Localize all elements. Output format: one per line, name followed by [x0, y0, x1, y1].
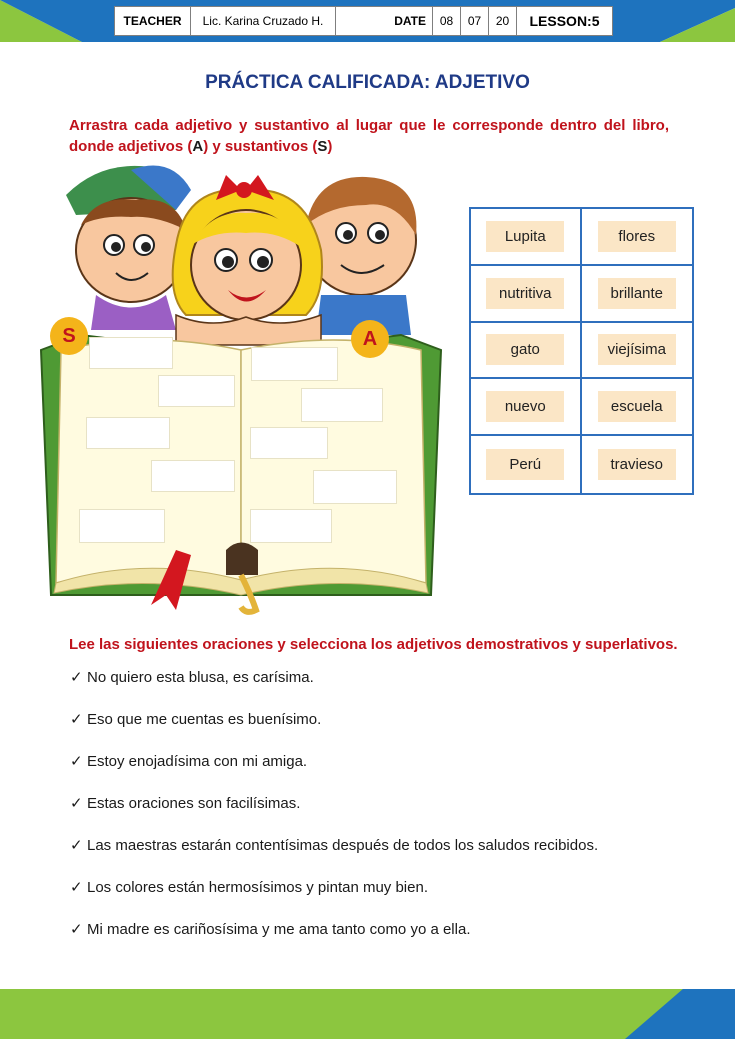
- drop-zone-s-5[interactable]: [79, 509, 165, 543]
- sentence-item: [70, 667, 690, 709]
- word-cell: [582, 379, 693, 436]
- word-cell: [582, 436, 693, 493]
- teacher-name: Lic. Karina Cruzado H.: [191, 7, 336, 35]
- date-label: DATE: [336, 7, 433, 35]
- check-icon: ✓: [70, 879, 83, 896]
- sentence-text[interactable]: Estas oraciones son facilísimas.: [87, 795, 301, 812]
- date-month: 07: [461, 7, 489, 35]
- check-icon: ✓: [70, 753, 83, 770]
- sentence-text[interactable]: Los colores están hermosísimos y pintan muy bien.: [87, 879, 428, 896]
- word-cell: [471, 436, 582, 493]
- instructions: [69, 115, 669, 157]
- sentence-text[interactable]: Mi madre es cariñosísima y me ama tanto como yo a ella.: [87, 921, 471, 938]
- sentence-item: [70, 919, 690, 961]
- word-chip-escuela[interactable]: escuela: [598, 391, 676, 422]
- drop-zone-s-2[interactable]: [158, 375, 235, 407]
- drop-zone-a-4[interactable]: [313, 470, 397, 504]
- sentence-item: [70, 793, 690, 835]
- check-icon: ✓: [70, 795, 83, 812]
- date-year: 20: [489, 7, 517, 35]
- teacher-label: TEACHER: [115, 7, 191, 35]
- date-day: 08: [433, 7, 461, 35]
- word-cell: [582, 266, 693, 323]
- sentence-text[interactable]: Las maestras estarán contentísimas después de todos los saludos recibidos.: [87, 837, 599, 854]
- page-title: PRÁCTICA CALIFICADA: ADJETIVO: [205, 72, 530, 93]
- book-illustration: [36, 155, 446, 615]
- section2-title: Lee las siguientes oraciones y selecciona los adjetivos demostrativos y superlativos.: [69, 636, 678, 653]
- drop-zone-s-1[interactable]: [89, 337, 173, 369]
- drop-zone-a-3[interactable]: [250, 427, 328, 459]
- word-cell: [582, 323, 693, 380]
- sentence-list: [70, 667, 690, 961]
- header-table: [114, 6, 613, 36]
- instructions-part1: Arrastra cada adjetivo y sustantivo al lugar que le corresponde dentro del libro, donde adjetivos (: [69, 117, 669, 155]
- drop-zone-s-3[interactable]: [86, 417, 170, 449]
- word-cell: [582, 209, 693, 266]
- check-icon: ✓: [70, 921, 83, 938]
- noun-badge: S: [50, 317, 88, 355]
- word-chip-viejisima[interactable]: viejísima: [598, 334, 676, 365]
- drop-zone-s-4[interactable]: [151, 460, 235, 492]
- word-bank: [469, 207, 694, 495]
- word-chip-nuevo[interactable]: nuevo: [486, 391, 564, 422]
- instructions-part3: ): [327, 138, 333, 155]
- kids-book-picture: [36, 155, 446, 615]
- word-chip-travieso[interactable]: travieso: [598, 449, 676, 480]
- word-chip-flores[interactable]: flores: [598, 221, 676, 252]
- drop-zone-a-1[interactable]: [251, 347, 338, 381]
- sentence-text[interactable]: Eso que me cuentas es buenísimo.: [87, 711, 322, 728]
- check-icon: ✓: [70, 669, 83, 686]
- sentence-item: [70, 877, 690, 919]
- sentence-text[interactable]: No quiero esta blusa, es carísima.: [87, 669, 314, 686]
- word-cell: [471, 323, 582, 380]
- instructions-s: S: [317, 138, 328, 155]
- word-cell: [471, 379, 582, 436]
- sentence-item: [70, 751, 690, 793]
- drop-zone-a-2[interactable]: [301, 388, 383, 422]
- word-chip-brillante[interactable]: brillante: [598, 278, 676, 309]
- word-cell: [471, 209, 582, 266]
- lesson-label: LESSON:5: [529, 13, 600, 29]
- drop-zone-a-5[interactable]: [250, 509, 332, 543]
- word-chip-lupita[interactable]: Lupita: [486, 221, 564, 252]
- footer-banner: [0, 989, 735, 1039]
- sentence-item: [70, 835, 690, 877]
- instructions-a: A: [192, 138, 204, 155]
- adjective-badge: A: [351, 320, 389, 358]
- instructions-part2: ) y sustantivos (: [203, 138, 318, 155]
- check-icon: ✓: [70, 837, 83, 854]
- word-chip-peru[interactable]: Perú: [486, 449, 564, 480]
- sentence-item: [70, 709, 690, 751]
- word-chip-nutritiva[interactable]: nutritiva: [486, 278, 564, 309]
- sentence-text[interactable]: Estoy enojadísima con mi amiga.: [87, 753, 308, 770]
- check-icon: ✓: [70, 711, 83, 728]
- word-cell: [471, 266, 582, 323]
- word-chip-gato[interactable]: gato: [486, 334, 564, 365]
